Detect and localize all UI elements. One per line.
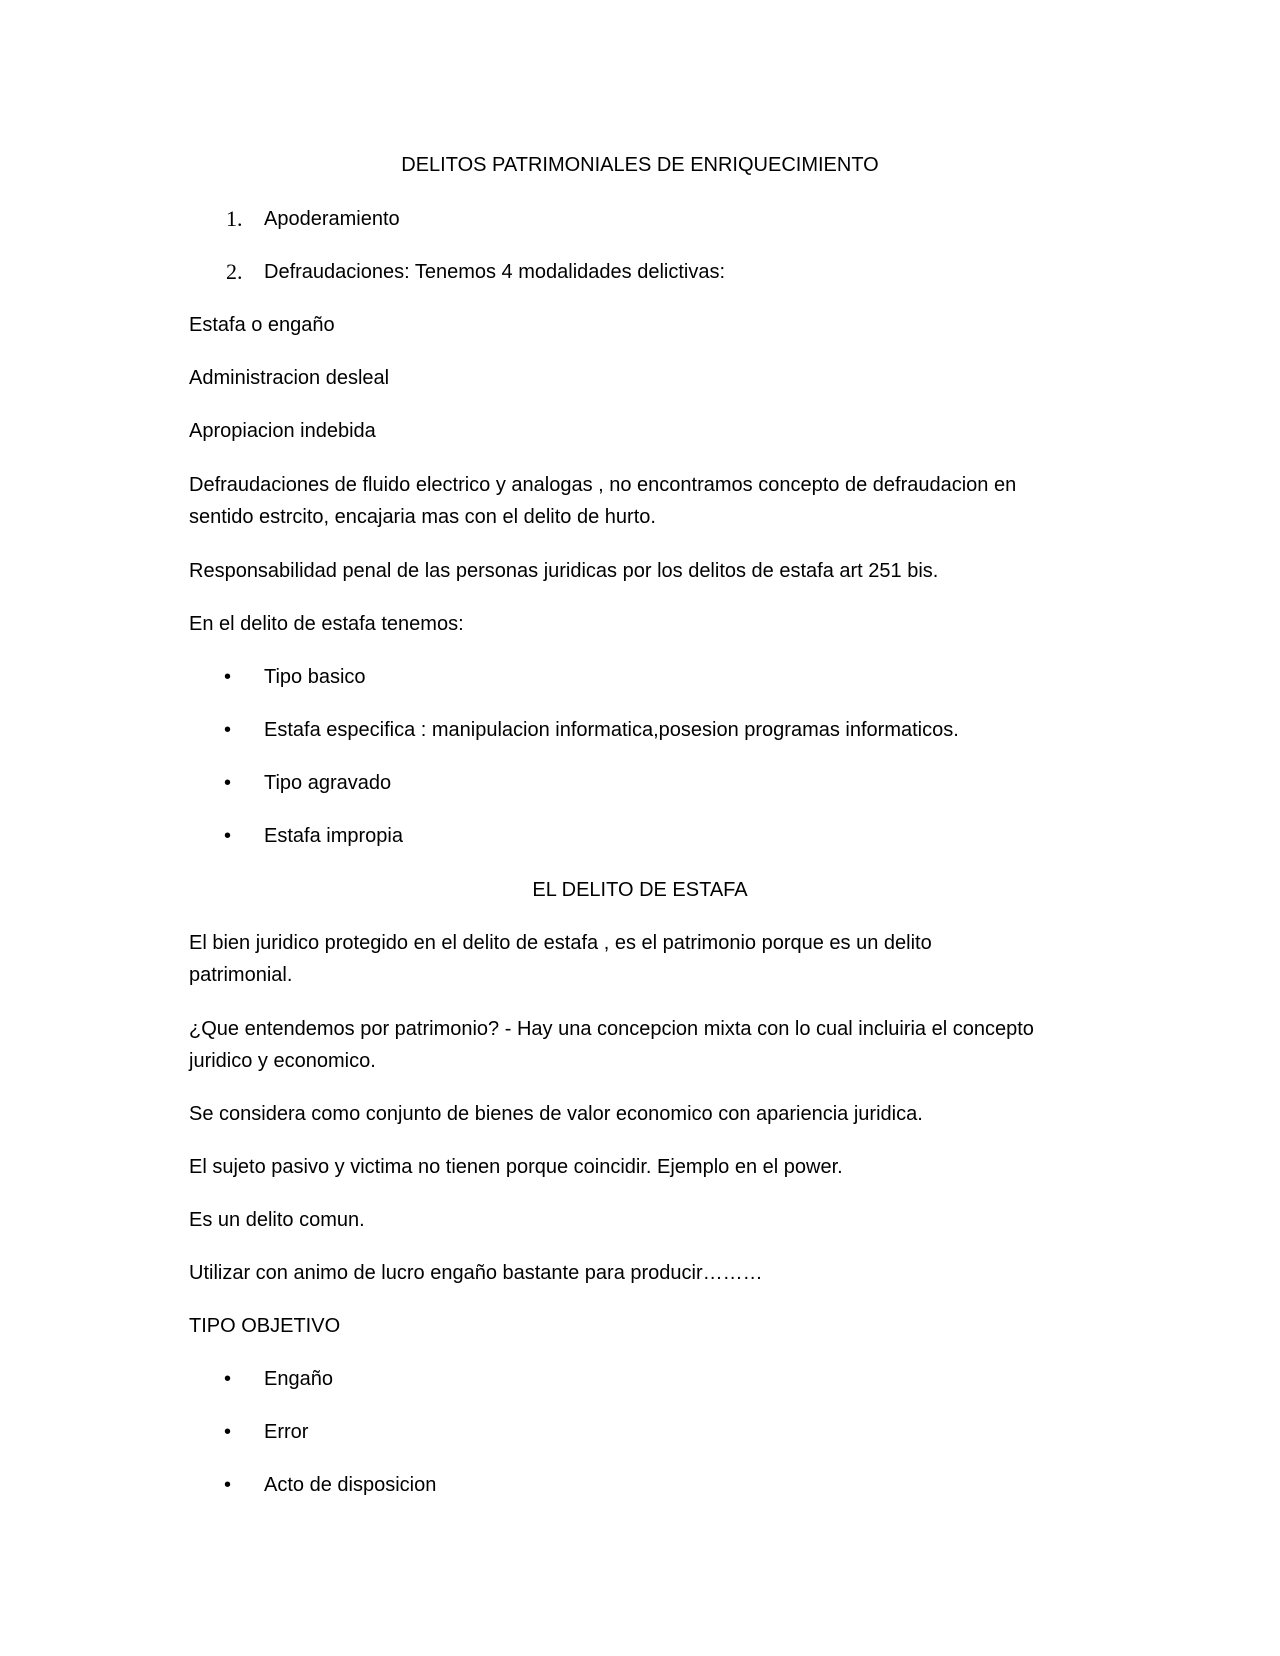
bullet-icon: •: [224, 1474, 232, 1496]
paragraph-patrimonio-line2: juridico y economico.: [189, 1050, 376, 1072]
bullet-icon: •: [224, 772, 232, 794]
bullet-icon: •: [224, 1368, 232, 1390]
list-number-1: 1.: [226, 206, 243, 231]
paragraph-bien-line1: El bien juridico protegido en el delito de estafa , es el patrimonio porque es un delito: [189, 932, 932, 954]
bullet-item-engano: Engaño: [264, 1368, 333, 1390]
paragraph-fluido-line1: Defraudaciones de fluido electrico y analogas , no encontramos concepto de defraudacion en: [189, 474, 1017, 496]
bullet-item-error: Error: [264, 1421, 309, 1443]
paragraph-delito-comun: Es un delito comun.: [189, 1209, 365, 1231]
bullet-item-tipo-basico: Tipo basico: [264, 666, 366, 688]
paragraph-conjunto-bienes: Se considera como conjunto de bienes de valor economico con apariencia juridica.: [189, 1103, 923, 1125]
bullet-icon: •: [224, 1421, 232, 1443]
bullet-icon: •: [224, 825, 232, 847]
bullet-item-estafa-impropia: Estafa impropia: [264, 825, 403, 847]
bullet-item-tipo-agravado: Tipo agravado: [264, 772, 392, 794]
numbered-item-apoderamiento: Apoderamiento: [264, 208, 400, 230]
paragraph-sujeto-pasivo: El sujeto pasivo y victima no tienen porque coincidir. Ejemplo en el power.: [189, 1156, 843, 1178]
paragraph-apropiacion: Apropiacion indebida: [189, 420, 376, 442]
bullet-icon: •: [224, 719, 232, 741]
document-title: DELITOS PATRIMONIALES DE ENRIQUECIMIENTO: [401, 154, 879, 176]
paragraph-estafa-engano: Estafa o engaño: [189, 314, 335, 336]
paragraph-responsabilidad: Responsabilidad penal de las personas juridicas por los delitos de estafa art 251 bis.: [189, 560, 939, 582]
paragraph-en-el-delito: En el delito de estafa tenemos:: [189, 613, 464, 635]
paragraph-administracion: Administracion desleal: [189, 367, 390, 389]
bullet-item-acto-disposicion: Acto de disposicion: [264, 1474, 437, 1496]
paragraph-patrimonio-line1: ¿Que entendemos por patrimonio? - Hay una concepcion mixta con lo cual incluiria el concepto: [189, 1018, 1034, 1040]
section-title: EL DELITO DE ESTAFA: [532, 879, 748, 901]
numbered-item-defraudaciones: Defraudaciones: Tenemos 4 modalidades delictivas:: [264, 261, 726, 283]
paragraph-tipo-objetivo: TIPO OBJETIVO: [189, 1315, 341, 1337]
bullet-item-estafa-especifica: Estafa especifica : manipulacion informatica,posesion programas informaticos.: [264, 719, 959, 741]
bullet-icon: •: [224, 666, 232, 688]
paragraph-fluido-line2: sentido estrcito, encajaria mas con el delito de hurto.: [189, 506, 656, 528]
paragraph-animo-lucro: Utilizar con animo de lucro engaño bastante para producir………: [189, 1262, 763, 1284]
list-number-2: 2.: [226, 259, 243, 284]
paragraph-bien-line2: patrimonial.: [189, 964, 293, 986]
